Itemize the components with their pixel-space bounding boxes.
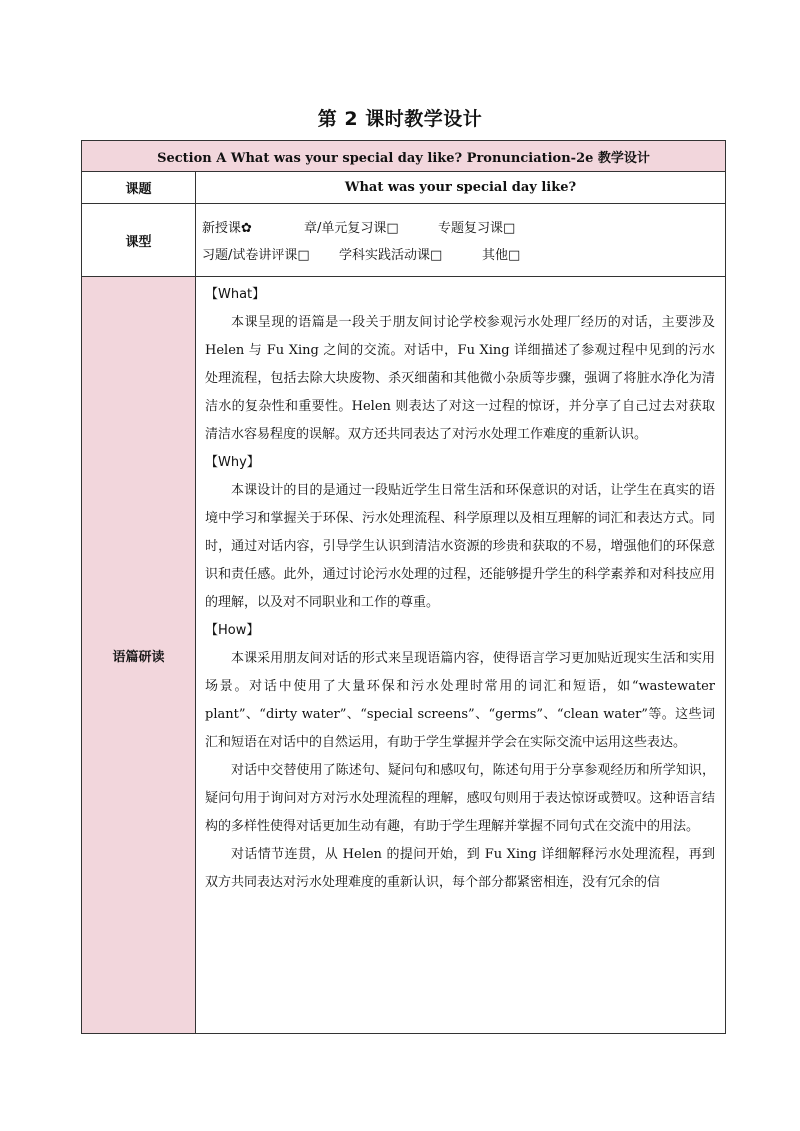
option-topic-review[interactable]: 专题复习课□ [438,221,516,236]
option-other[interactable]: 其他□ [482,248,521,263]
topic-label: 课题 [82,172,196,204]
how-paragraph-2: 对话中交替使用了陈述句、疑问句和感叹句，陈述句用于分享参观经历和所学知识，疑问句用于询问对方对污水处理流程的理解，感叹句则用于表达惊讶或赞叹。这种语言结构的多样性使得对话更加生动有趣，有助于学生理解并掌握不同句式在交流中的用法。 [205,763,715,834]
how-heading: 【How】 [205,623,260,638]
how-paragraph-1: 本课采用朋友间对话的形式来呈现语篇内容，使得语言学习更加贴近现实生活和实用场景。对话中使用了大量环保和污水处理时常用的词汇和短语，如“wastewater plant”、“dirty water”、“special screens”、“germs”、“clean water”等。这些词汇和短语在对话中的自然运用，有助于学生掌握并学会在实际交流中运用这些表达。 [205,651,715,750]
section-header: Section A What was your special day like? Pronunciation-2e 教学设计 [82,141,726,172]
option-unit-review[interactable]: 章/单元复习课□ [304,221,399,236]
how-paragraph-3: 对话情节连贯，从 Helen 的提问开始，到 Fu Xing 详细解释污水处理流程，再到双方共同表达对污水处理难度的重新认识，每个部分都紧密相连，没有冗余的信 [205,847,715,890]
page-title: 第 2 课时教学设计 [317,108,483,130]
lesson-type-row-2 [202,240,719,267]
lesson-type-options [196,204,726,277]
lesson-type-row-1 [202,213,719,240]
lesson-type-label: 课型 [82,204,196,277]
analysis-label: 语篇研读 [82,277,196,1034]
what-heading: 【What】 [205,287,266,302]
option-exercise-review[interactable]: 习题/试卷讲评课□ [202,248,310,263]
why-heading: 【Why】 [205,455,260,470]
topic-value: What was your special day like? [196,172,726,204]
analysis-content [196,277,726,1034]
why-paragraph: 本课设计的目的是通过一段贴近学生日常生活和环保意识的对话，让学生在真实的语境中学习和掌握关于环保、污水处理流程、科学原理以及相互理解的词汇和表达方式。同时，通过对话内容，引导学生认识到清洁水资源的珍贵和获取的不易，增强他们的环保意识和责任感。此外，通过讨论污水处理的过程，还能够提升学生的科学素养和对科技应用的理解，以及对不同职业和工作的尊重。 [205,483,715,610]
lesson-plan-table [81,140,726,1034]
what-paragraph: 本课呈现的语篇是一段关于朋友间讨论学校参观污水处理厂经历的对话，主要涉及 Helen 与 Fu Xing 之间的交流。对话中，Fu Xing 详细描述了参观过程中见到的污水处理流程，包括去除大块废物、杀灭细菌和其他微小杂质等步骤，强调了将脏水净化为清洁水的复杂性和重要性。Helen 则表达了对这一过程的惊讶，并分享了自己过去对获取清洁水容易程度的误解。双方还共同表达了对污水处理工作难度的重新认识。 [205,315,715,442]
option-practice-activity[interactable]: 学科实践活动课□ [339,248,443,263]
option-new-lesson[interactable]: 新授课✿ [202,221,252,236]
